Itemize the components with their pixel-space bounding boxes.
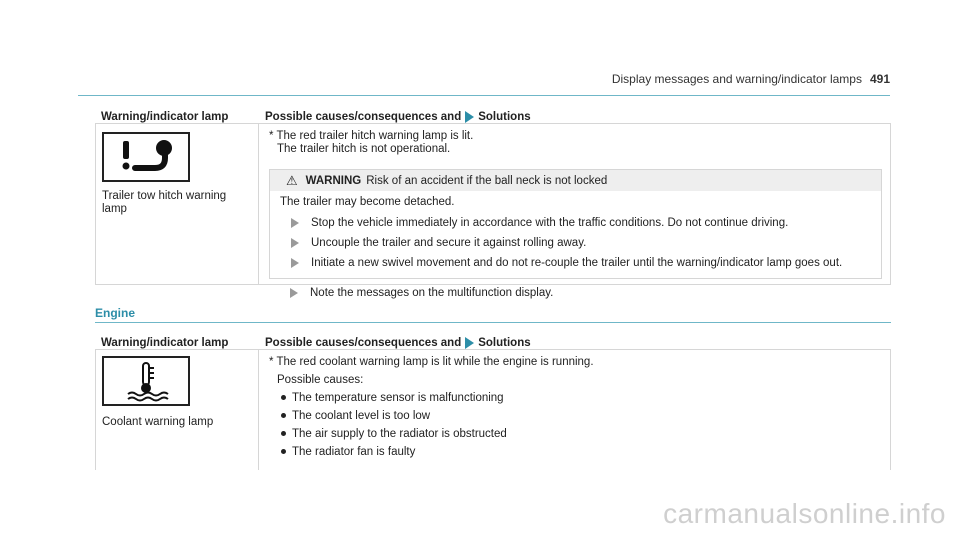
section-rule: [95, 322, 891, 323]
trailer-table: [95, 106, 891, 299]
list-item: The air supply to the radiator is obstructed: [278, 426, 882, 444]
col-header-lamp: Warning/indicator lamp: [101, 111, 229, 123]
coolant-causes-list: [269, 390, 882, 462]
list-item: The temperature sensor is malfunctioning: [278, 390, 882, 408]
note-step: [269, 287, 882, 299]
warning-step-text: Uncouple the trailer and secure it against rolling away.: [311, 237, 587, 249]
trailer-hitch-warning-icon: [102, 132, 190, 182]
warning-step: [280, 233, 871, 253]
running-head-title: Display messages and warning/indicator lamps: [611, 72, 862, 86]
coolant-lamp-label: Coolant warning lamp: [102, 416, 214, 428]
trailer-cause-line-1: * The red trailer hitch warning lamp is lit.: [269, 130, 474, 142]
warning-text: The trailer may become detached.: [280, 196, 455, 208]
col-header-causes-suffix: Solutions: [478, 111, 531, 123]
trailer-cause-line-2: The trailer hitch is not operational.: [277, 143, 451, 155]
warning-title: Risk of an accident if the ball neck is not locked: [366, 174, 608, 187]
running-head: [612, 72, 890, 86]
coolant-cause-line-1: * The red coolant warning lamp is lit while the engine is running.: [269, 356, 594, 368]
watermark: carmanualsonline.info: [663, 498, 946, 529]
trailer-causes-cell: [259, 124, 890, 299]
trailer-table-body: [95, 124, 891, 299]
warning-bar: [270, 170, 881, 191]
trailer-lamp-cell: [96, 124, 258, 284]
page-number: 491: [869, 72, 890, 86]
warning-box: [269, 169, 882, 279]
col-header-causes: [263, 337, 531, 349]
engine-table: [95, 332, 891, 470]
trailer-table-header: [95, 106, 891, 124]
warning-step-text: Initiate a new swivel movement and do not re-couple the trailer until the warning/indicator lamp goes out.: [311, 257, 843, 269]
solution-arrow-icon: [465, 111, 474, 123]
warning-step-text: Stop the vehicle immediately in accordance with the traffic conditions. Do not continue driving.: [311, 217, 789, 229]
step-arrow-icon: [291, 258, 299, 268]
warning-step: [280, 253, 871, 273]
list-item: The coolant level is too low: [278, 408, 882, 426]
note-text: Note the messages on the multifunction display.: [310, 287, 554, 299]
coolant-causes-cell: [259, 350, 890, 470]
step-arrow-icon: [291, 238, 299, 248]
warning-triangle-icon: ⚠: [286, 172, 298, 188]
coolant-causes-label: Possible causes:: [277, 374, 364, 386]
section-title-engine: Engine: [95, 306, 136, 320]
coolant-temperature-icon: [102, 356, 190, 406]
step-arrow-icon: [290, 288, 298, 298]
col-header-causes-prefix: Possible causes/consequences and: [265, 337, 462, 349]
col-header-causes-prefix: Possible causes/consequences and: [265, 111, 462, 123]
step-arrow-icon: [291, 218, 299, 228]
warning-keyword: WARNING: [305, 174, 362, 187]
header-rule: [78, 95, 890, 96]
col-header-causes-suffix: Solutions: [478, 337, 531, 349]
engine-table-body: [95, 350, 891, 470]
warning-content: [270, 191, 881, 278]
warning-step: [280, 213, 871, 233]
trailer-lamp-label: Trailer tow hitch warning lamp: [102, 190, 227, 215]
list-item: The radiator fan is faulty: [278, 444, 882, 462]
engine-table-header: [95, 332, 891, 350]
col-header-lamp: Warning/indicator lamp: [101, 337, 229, 349]
solution-arrow-icon: [465, 337, 474, 349]
col-header-causes: [263, 111, 531, 123]
coolant-lamp-cell: [96, 350, 258, 470]
